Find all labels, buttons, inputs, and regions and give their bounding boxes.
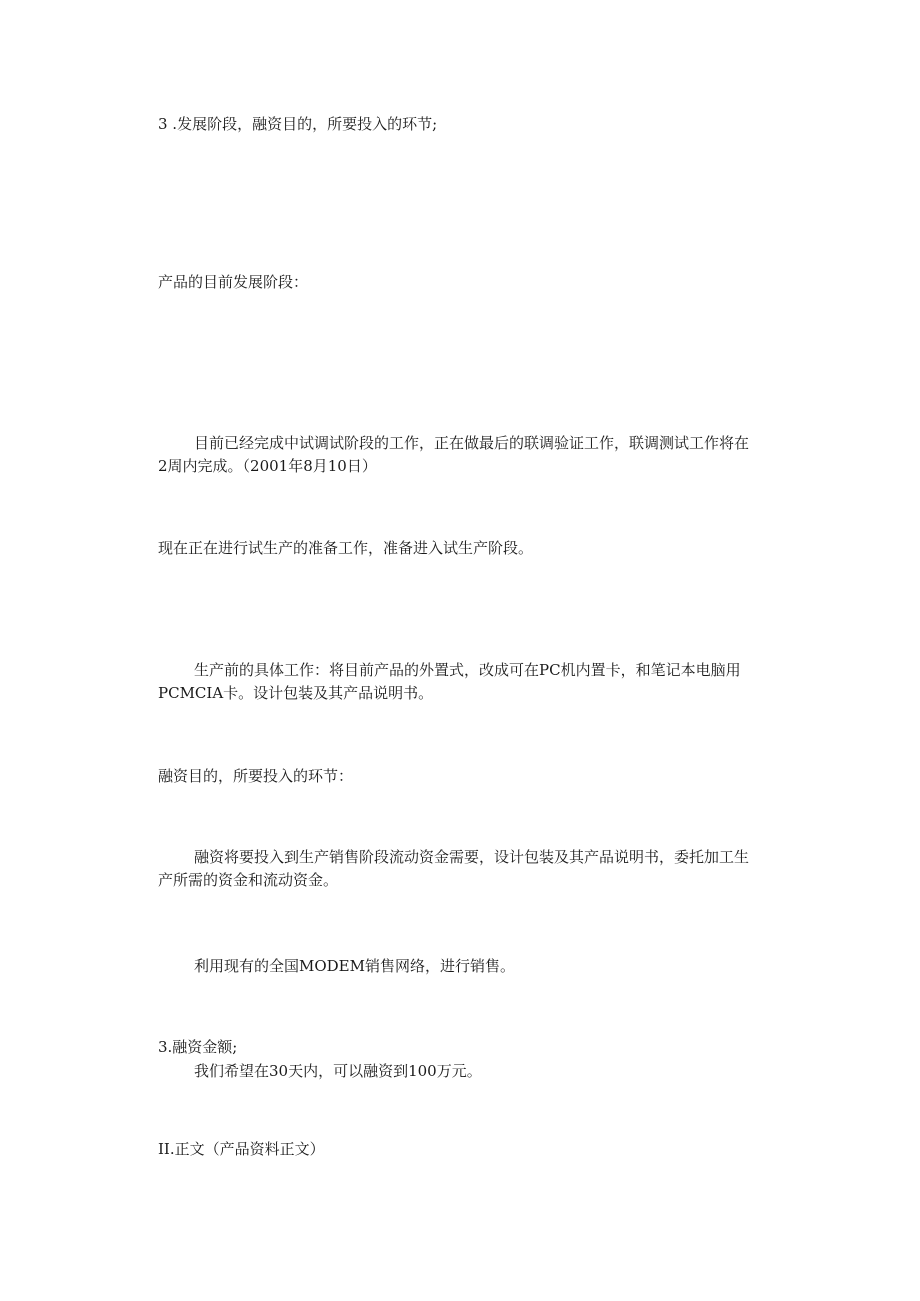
section-heading-main-text: II.正文（产品资料正文）: [158, 1140, 325, 1158]
paragraph-amount: 我们希望在30天内，可以融资到100万元。: [194, 1062, 482, 1080]
subheading-current-stage: 产品的目前发展阶段：: [158, 273, 309, 291]
paragraph-status: 目前已经完成中试调试阶段的工作，正在做最后的联调验证工作，联调测试工作将在2周内完成。（2001年8月10日）: [158, 434, 750, 475]
section-heading-amount: 3.融资金额;: [158, 1038, 238, 1056]
paragraph-sales-network: 利用现有的全国MODEM销售网络，进行销售。: [194, 957, 515, 975]
paragraph-preproduction: 生产前的具体工作：将目前产品的外置式，改成可在PC机内置卡，和笔记本电脑用PCMCIA卡。设计包装及其产品说明书。: [158, 661, 741, 702]
section-heading-development: 3 .发展阶段，融资目的，所要投入的环节;: [158, 115, 438, 133]
paragraph-preparation: 现在正在进行试生产的准备工作，准备进入试生产阶段。: [158, 539, 534, 557]
paragraph-financing-use: 融资将要投入到生产销售阶段流动资金需要，设计包装及其产品说明书，委托加工生产所需的资金和流动资金。: [158, 848, 750, 889]
subheading-financing-purpose: 融资目的，所要投入的环节：: [158, 767, 354, 785]
